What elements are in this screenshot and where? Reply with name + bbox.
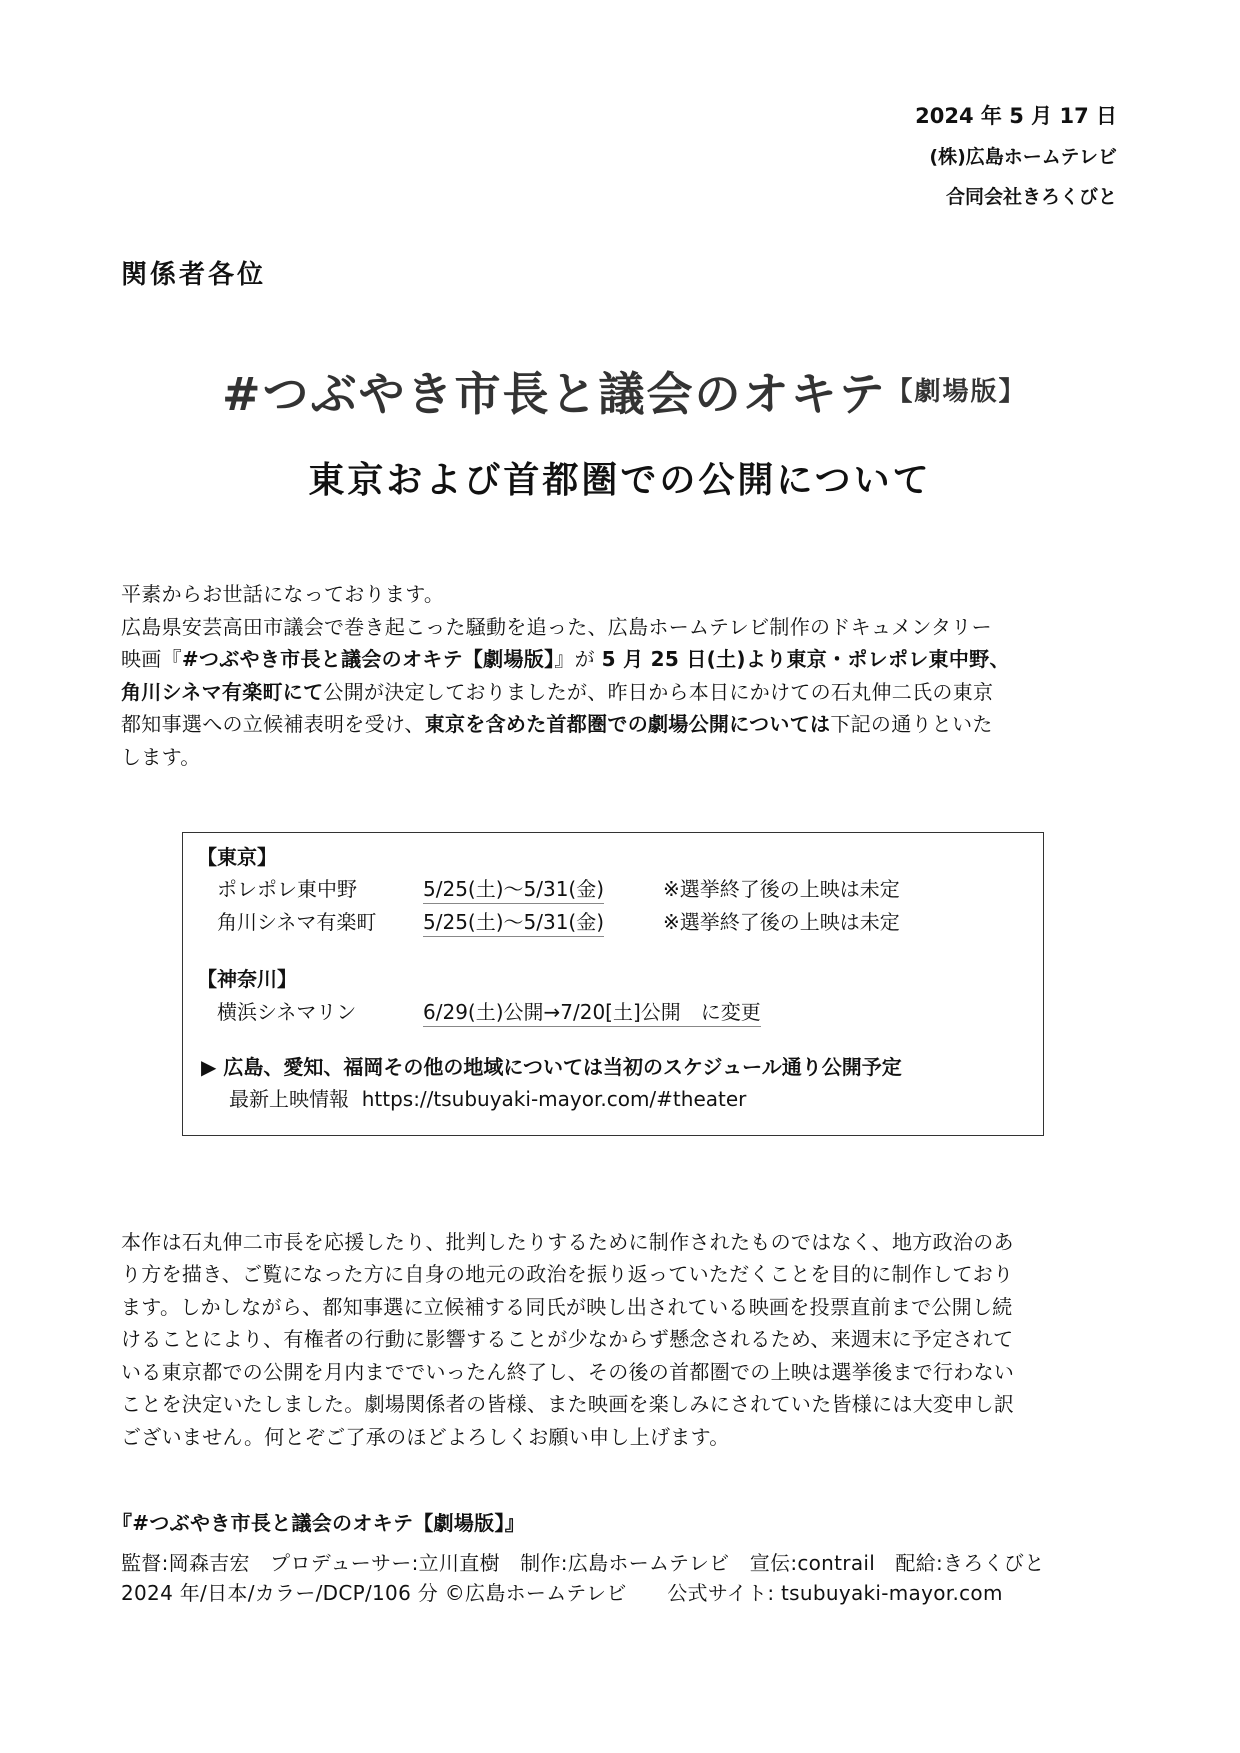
body-line: ます。しかしながら、都知事選に立候補する同氏が映し出されている映画を投票直前まで公開し続 [121,1295,1013,1319]
kanagawa-heading: 【神奈川】 [197,967,297,991]
notice-bold: 東京を含めた首都圏での劇場公開については [424,712,831,736]
footer-credits: 2024 年/日本/カラー/DCP/106 分 ©広島ホームテレビ 公式サイト: tsubuyaki-mayor.com [121,1581,1003,1605]
theater-info [229,1083,746,1112]
tokyo-heading: 【東京】 [197,845,277,869]
intro-line [121,676,993,705]
body-line: けることにより、有権者の行動に影響することが少なからず懸念されるため、来週末に予定されて [121,1327,1014,1351]
logo-suffix: 【劇場版】 [886,377,1027,407]
text: 映画『 [121,647,182,671]
footer-title: 『#つぶやき市長と議会のオキテ【劇場版】』 [112,1511,526,1535]
text: 都知事選への立候補表明を受け、 [121,712,425,736]
release-date-bold: 5 月 25 日(土)より東京・ポレポレ東中野、 [601,647,1010,671]
info-label: 最新上映情報 [229,1087,349,1111]
footer-credits: 監督:岡森吉宏 プロデューサー:立川直樹 制作:広島ホームテレビ 宣伝:contrail 配給:きろくびと [121,1551,1045,1575]
company-hometv: (株)広島ホームテレビ [929,146,1117,168]
intro-line: します。 [121,745,201,769]
body-line: 本作は石丸伸二市長を応援したり、批判したりするために制作されたものではなく、地方政治のあ [121,1230,1014,1254]
schedule-box [182,832,1044,1136]
tokyo-theater: 角川シネマ有楽町 [217,910,377,934]
kanagawa-theater: 横浜シネマリン [217,1000,357,1024]
intro-line [121,708,993,737]
text: 公開が決定しておりましたが、昨日から本日にかけての石丸伸二氏の東京 [323,680,994,704]
text: 』が [554,647,602,671]
date: 2024 年 5 月 17 日 [915,104,1117,128]
body-line: いる東京都での公開を月内まででいったん終了し、その後の首都圏での上映は選挙後まで行わない [121,1360,1015,1384]
movie-title-bold: #つぶやき市長と議会のオキテ【劇場版】 [181,647,555,671]
tokyo-note: ※選挙終了後の上映は未定 [663,877,900,901]
kanagawa-dates: 6/29(土)公開→7/20[土]公開 に変更 [423,996,761,1027]
other-regions-note: ▶ 広島、愛知、福岡その他の地域については当初のスケジュール通り公開予定 [201,1055,902,1079]
intro-line: 広島県安芸高田市議会で巻き起こった騒動を追った、広島ホームテレビ制作のドキュメンタリー [121,615,992,639]
company-kirokubito: 合同会社きろくびと [945,186,1117,208]
theater-info-link[interactable]: https://tsubuyaki-mayor.com/#theater [361,1087,747,1111]
intro-line: 平素からお世話になっております。 [121,582,445,606]
logo-title: #つぶやき市長と議会のオキテ [222,367,887,421]
tokyo-dates: 5/25(土)～5/31(金) [423,873,604,904]
body-line: ございません。何とぞご了承のほどよろしくお願い申し上げます。 [121,1425,730,1449]
body-line: り方を描き、ご覧になった方に自身の地元の政治を振り返っていただくことを目的に制作しており [121,1262,1014,1286]
salutation: 関係者各位 [121,260,267,290]
tokyo-note: ※選挙終了後の上映は未定 [663,910,900,934]
intro-line [121,643,1010,672]
tokyo-dates: 5/25(土)～5/31(金) [423,906,604,937]
tokyo-theater: ポレポレ東中野 [217,877,357,901]
page-subtitle: 東京および首都圏での公開について [308,460,932,501]
body-line: ことを決定いたしました。劇場関係者の皆様、また映画を楽しみにされていた皆様には大変申し訳 [121,1392,1015,1416]
movie-logo [222,358,1027,424]
text: 下記の通りといた [830,712,993,736]
theater-bold: 角川シネマ有楽町にて [121,680,324,704]
